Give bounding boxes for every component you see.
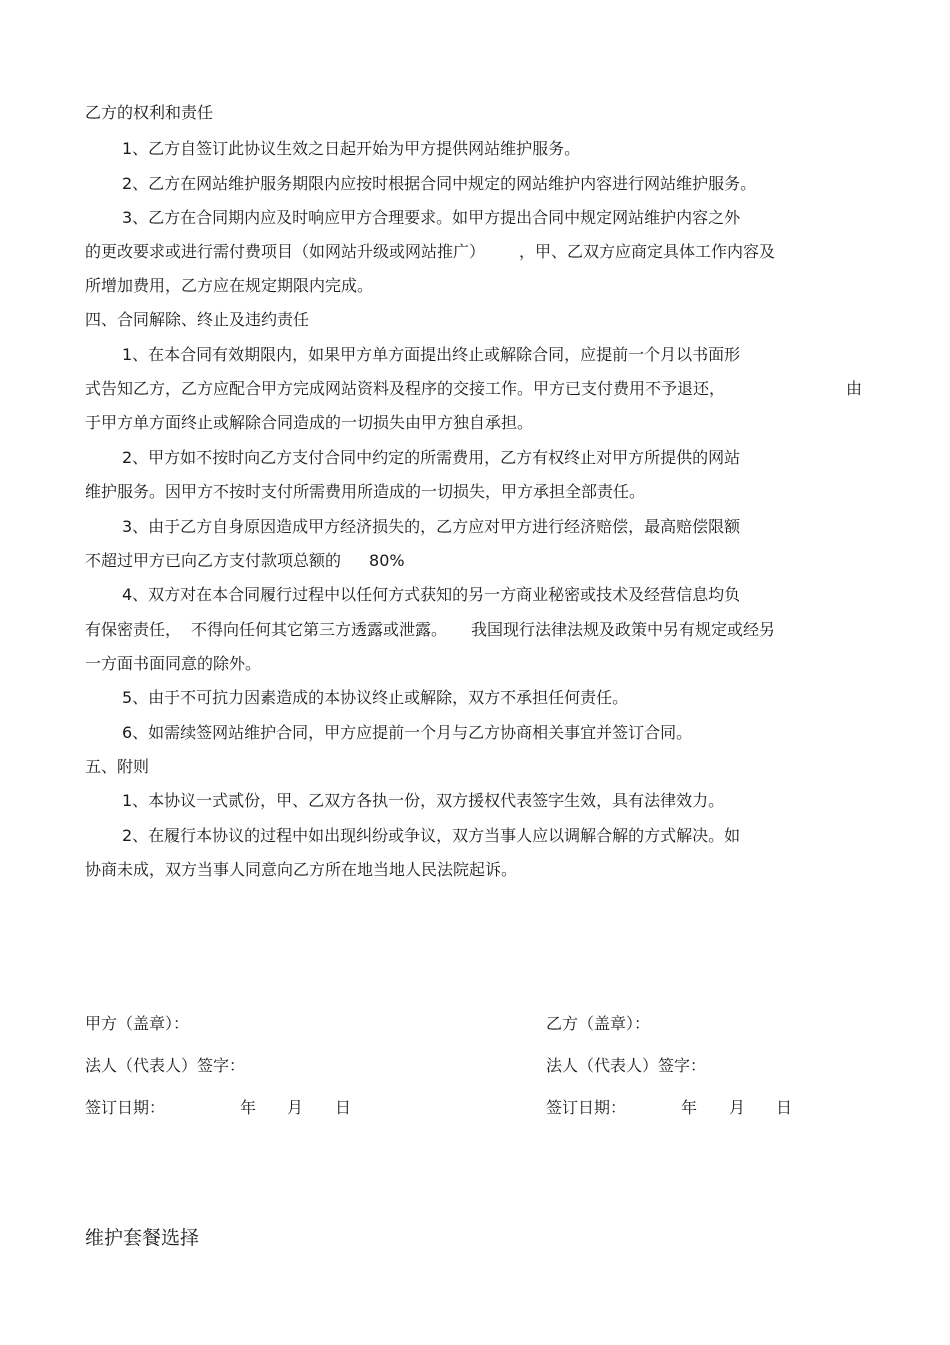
s4-item-1-line-2: 式告知乙方，乙方应配合甲方完成网站资料及程序的交接工作。甲方已支付费用不予退还，	[85, 379, 726, 398]
section-heading-5: 五、附则	[85, 757, 150, 776]
s4-item-2-line-1: 2、甲方如不按时向乙方支付合同中约定的所需费用，乙方有权终止对甲方所提供的网站	[122, 448, 741, 467]
b-rights-item-3-line-2-a: 的更改要求或进行需付费项目（如网站升级或网站推广）	[85, 242, 486, 261]
party-a-month-label: 月	[287, 1098, 304, 1117]
party-b-month-label: 月	[729, 1098, 746, 1117]
s4-item-1-line-2-end: 由	[846, 379, 863, 398]
package-section-heading: 维护套餐选择	[85, 1227, 200, 1249]
s4-item-4-line-3: 一方面书面同意的除外。	[85, 654, 262, 673]
b-rights-item-3-line-2-b: ，甲、乙双方应商定具体工作内容及	[519, 242, 776, 261]
b-rights-item-3-line-1: 3、乙方在合同期内应及时响应甲方合理要求。如甲方提出合同中规定网站维护内容之外	[122, 208, 741, 227]
party-b-year-label: 年	[681, 1098, 698, 1117]
s4-item-4-line-2-c: 我国现行法律法规及政策中另有规定或经另	[471, 620, 776, 639]
s4-item-4-line-2	[85, 619, 775, 641]
s4-item-4-line-1: 4、双方对在本合同履行过程中以任何方式获知的另一方商业秘密或技术及经营信息均负	[122, 585, 741, 604]
b-rights-item-3-line-3: 所增加费用，乙方应在规定期限内完成。	[85, 276, 374, 295]
section-heading-4: 四、合同解除、终止及违约责任	[85, 310, 310, 329]
s4-item-6: 6、如需续签网站维护合同，甲方应提前一个月与乙方协商相关事宜并签订合同。	[122, 723, 693, 742]
party-a-year-label: 年	[240, 1098, 257, 1117]
party-b-rep-label: 法人（代表人）签字：	[546, 1056, 707, 1075]
party-a-rep-label: 法人（代表人）签字：	[85, 1056, 246, 1075]
party-b-date-label: 签订日期：	[546, 1098, 627, 1117]
s4-item-3-line-2-a: 不超过甲方已向乙方支付款项总额的	[85, 551, 342, 570]
b-rights-item-1: 1、乙方自签订此协议生效之日起开始为甲方提供网站维护服务。	[122, 139, 581, 158]
s4-item-1-line-3: 于甲方单方面终止或解除合同造成的一切损失由甲方独自承担。	[85, 413, 534, 432]
party-b-seal-label: 乙方（盖章）：	[546, 1014, 651, 1033]
s4-item-4-line-2-b: 不得向任何其它第三方透露或泄露。	[191, 620, 448, 639]
s4-item-3-line-1: 3、由于乙方自身原因造成甲方经济损失的，乙方应对甲方进行经济赔偿，最高赔偿限额	[122, 517, 741, 536]
s4-item-4-line-2-a: 有保密责任，	[85, 620, 182, 639]
party-a-date-label: 签订日期：	[85, 1098, 166, 1117]
s4-item-1-line-1: 1、在本合同有效期限内，如果甲方单方面提出终止或解除合同，应提前一个月以书面形	[122, 345, 741, 364]
party-a-day-label: 日	[335, 1098, 352, 1117]
b-rights-item-2: 2、乙方在网站维护服务期限内应按时根据合同中规定的网站维护内容进行网站维护服务。	[122, 174, 757, 193]
s5-item-1: 1、本协议一式贰份，甲、乙双方各执一份，双方援权代表签字生效，具有法律效力。	[122, 791, 725, 810]
s4-item-3-percentage: 80%	[369, 551, 405, 570]
s4-item-3-line-2	[85, 550, 405, 572]
s4-item-2-line-2: 维护服务。因甲方不按时支付所需费用所造成的一切损失，甲方承担全部责任。	[85, 482, 646, 501]
s4-item-5: 5、由于不可抗力因素造成的本协议终止或解除，双方不承担任何责任。	[122, 688, 629, 707]
b-rights-item-3-line-2	[85, 241, 775, 263]
s5-item-2-line-2: 协商未成，双方当事人同意向乙方所在地当地人民法院起诉。	[85, 860, 518, 879]
party-b-day-label: 日	[776, 1098, 793, 1117]
s5-item-2-line-1: 2、在履行本协议的过程中如出现纠纷或争议，双方当事人应以调解合解的方式解决。如	[122, 826, 741, 845]
section-heading-b-rights: 乙方的权利和责任	[85, 103, 214, 122]
party-a-seal-label: 甲方（盖章）：	[85, 1014, 190, 1033]
